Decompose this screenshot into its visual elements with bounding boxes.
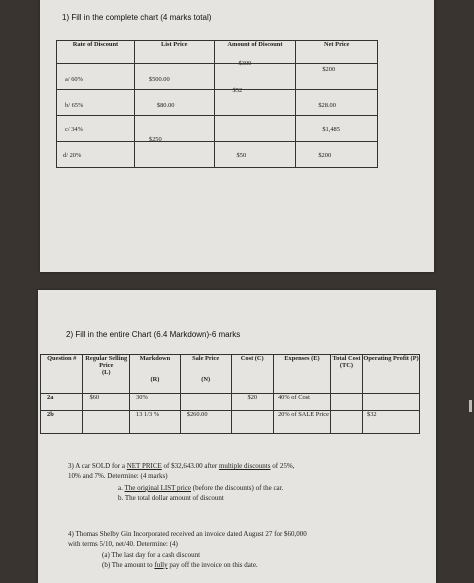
header-operating-profit: Operating Profit (P) [363, 355, 420, 394]
q3-text: of $32,643.00 after [161, 462, 219, 470]
question-4-part-b [102, 561, 258, 569]
cell-rate [57, 64, 135, 90]
question-4-line-2: with terms 5/10, net/40. Determine: (4) [68, 540, 178, 548]
cell-question: 2b [41, 411, 83, 434]
cell-amount [214, 60, 296, 90]
cell-list [134, 90, 214, 116]
header-sale [180, 355, 231, 394]
question-4-part-a: (a) The last day for a cash discount [102, 551, 201, 559]
q3a-label: a. [118, 484, 125, 492]
amount-value: $50 [236, 152, 247, 159]
q3-text: 3) A car SOLD for a [68, 462, 127, 470]
header-total-cost: Total Cost (TC) [330, 355, 362, 394]
question-2-title: 2) Fill in the entire Chart (6.4 Markdown)-6 marks [66, 330, 241, 339]
worksheet-page-2 [38, 290, 436, 583]
cell-amount [214, 87, 296, 116]
question-3-part-a [118, 484, 283, 492]
net-value: $28.00 [318, 102, 336, 109]
header-question [41, 355, 83, 394]
question-4-line-1: 4) Thomas Shelby Gin Incorporated received an invoice dated August 27 for $60,000 [68, 530, 307, 538]
net-value: $200 [322, 66, 336, 73]
table-row [57, 142, 378, 168]
header-markdown [130, 355, 181, 394]
q4b-underlined: fully [154, 561, 168, 569]
question-3-line-2: 10% and 7%. Determine: (4 marks) [68, 472, 168, 480]
q4b-text: pay off the invoice on this date. [167, 561, 258, 569]
discount-table-header [57, 41, 378, 64]
cell-net [296, 90, 378, 116]
header-sale-label: Sale Price [192, 355, 220, 362]
header-question-label: Question # [47, 355, 77, 362]
q3-text: of 25%, [270, 462, 295, 470]
cell-net [296, 64, 378, 90]
amount-value: $300 [238, 60, 252, 67]
cell-markdown: 30% [130, 394, 181, 411]
markdown-table-header [41, 355, 420, 394]
header-rate: Rate of Discount [57, 41, 135, 64]
header-regular [83, 355, 130, 394]
cell-total-cost [330, 411, 362, 434]
q3-underlined-discounts: multiple discounts [218, 462, 271, 470]
cell-sale: $260.00 [180, 411, 231, 434]
cell-markdown: 13 1/3 % [130, 411, 181, 434]
cell-rate [57, 142, 135, 168]
header-net-price: Net Price [296, 41, 378, 64]
header-amount-discount: Amount of Discount [214, 41, 296, 64]
rate-value: d/ 20% [63, 152, 82, 159]
page-edge-mark [469, 400, 472, 412]
cell-profit [363, 394, 420, 411]
header-markdown-code: (R) [150, 376, 160, 384]
cell-cost [231, 411, 273, 434]
cell-rate [57, 116, 135, 142]
table-row [41, 411, 420, 434]
cell-expenses: 40% of Cost [273, 394, 330, 411]
net-value: $200 [318, 152, 332, 159]
list-value: $500.00 [148, 76, 170, 83]
list-value: $250 [148, 136, 162, 143]
cell-expenses: 20% of SALE Price [273, 411, 330, 434]
cell-question: 2a [41, 394, 83, 411]
cell-amount [214, 116, 296, 142]
cell-amount [214, 142, 296, 168]
cell-list [134, 116, 214, 142]
table-row [41, 394, 420, 411]
table-row [57, 116, 378, 142]
amount-value: $52 [232, 87, 243, 94]
q3a-text: (before the discounts) of the car. [191, 484, 284, 492]
cell-rate [57, 90, 135, 116]
question-3-part-b: b. The total dollar amount of discount [118, 494, 224, 502]
rate-value: c/ 34% [65, 126, 83, 133]
cell-cost: $20 [231, 394, 273, 411]
cell-total-cost [330, 394, 362, 411]
cell-list [134, 142, 214, 168]
q3a-underlined: The original LIST price [124, 484, 192, 492]
discount-table [56, 40, 378, 168]
header-markdown-label: Markdown [139, 355, 171, 362]
question-1-title: 1) Fill in the complete chart (4 marks total) [62, 13, 212, 22]
header-sale-code: (N) [201, 376, 211, 384]
worksheet-page-1 [40, 0, 434, 272]
cell-profit: $32 [363, 411, 420, 434]
header-list-price: List Price [134, 41, 214, 64]
cell-net [296, 116, 378, 142]
header-expenses: Expenses (E) [273, 355, 330, 394]
cell-regular: $60 [83, 394, 130, 411]
rate-value: b/ 65% [65, 102, 84, 109]
q4b-text: (b) The amount to [102, 561, 155, 569]
rate-value: a/ 60% [65, 76, 83, 83]
cell-list [134, 64, 214, 90]
header-regular-code: (L) [101, 369, 111, 377]
net-value: $1,485 [322, 126, 340, 133]
header-cost: Cost (C) [231, 355, 273, 394]
cell-sale [180, 394, 231, 411]
question-3-line-1 [68, 462, 294, 470]
table-row [57, 64, 378, 90]
markdown-table [40, 354, 420, 434]
list-value: $80.00 [156, 102, 175, 109]
header-regular-label: Regular Selling Price [85, 355, 128, 370]
q3-underlined-net-price: NET PRICE [126, 462, 162, 470]
cell-net [296, 142, 378, 168]
cell-regular [83, 411, 130, 434]
table-row [57, 90, 378, 116]
